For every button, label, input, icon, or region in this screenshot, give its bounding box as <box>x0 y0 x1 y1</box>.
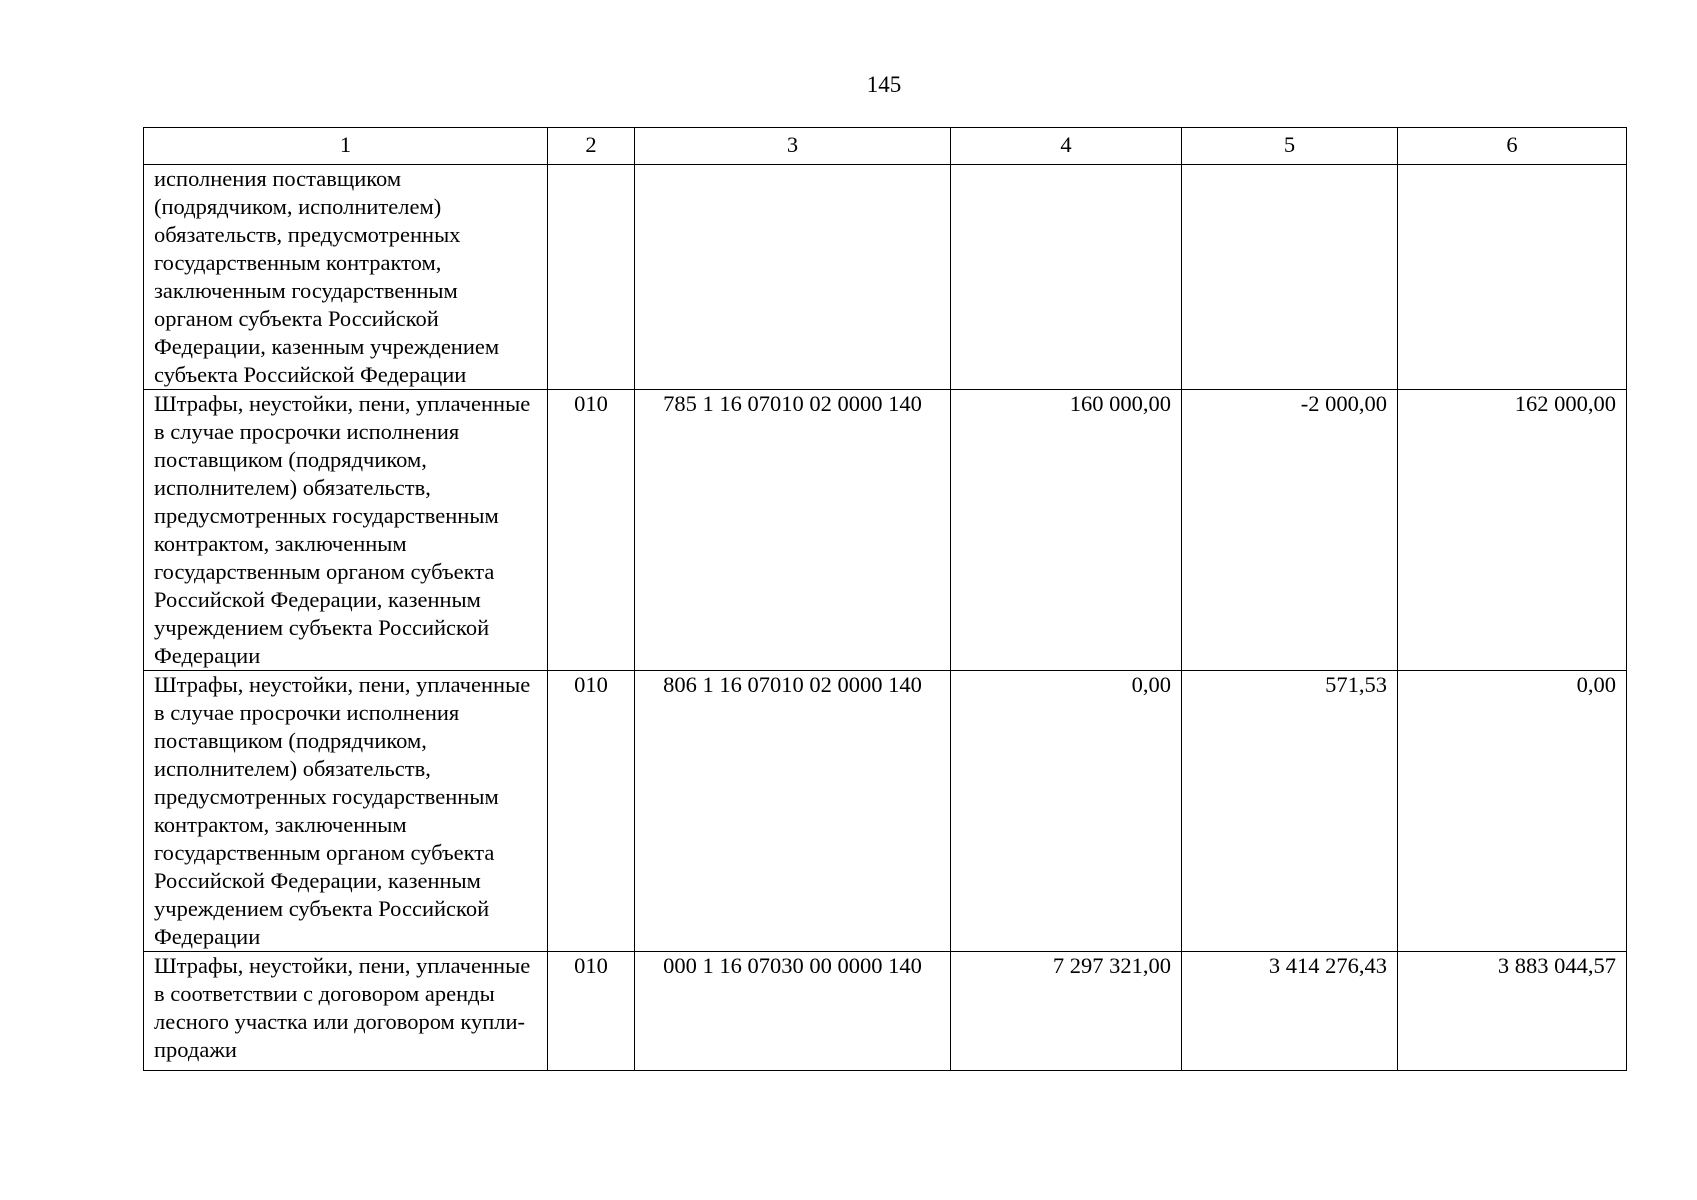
table-row <box>144 165 1627 390</box>
row-budget-code: 785 1 16 07010 02 0000 140 <box>635 390 951 671</box>
column-header-1: 1 <box>144 128 548 165</box>
row-approved <box>951 165 1182 390</box>
row-budget-code <box>635 165 951 390</box>
row-unexecuted <box>1398 165 1627 390</box>
column-header-5: 5 <box>1182 128 1398 165</box>
row-executed: -2 000,00 <box>1182 390 1398 671</box>
row-approved: 160 000,00 <box>951 390 1182 671</box>
row-description: Штрафы, неустойки, пени, уплаченные в случае просрочки исполнения поставщиком (подрядчиком, исполнителем) обязательств, предусмотренных государственным контрактом, заключенным государственным органом субъекта Российской Федерации, казенным учреждением субъекта Российской Федерации <box>144 671 548 952</box>
row-line-code: 010 <box>548 390 635 671</box>
column-header-2: 2 <box>548 128 635 165</box>
table-header <box>144 128 1627 165</box>
row-executed: 3 414 276,43 <box>1182 952 1398 1071</box>
table-row <box>144 952 1627 1071</box>
report-table <box>143 127 1627 1071</box>
row-unexecuted: 0,00 <box>1398 671 1627 952</box>
table-body <box>144 165 1627 1071</box>
row-budget-code: 806 1 16 07010 02 0000 140 <box>635 671 951 952</box>
row-line-code: 010 <box>548 671 635 952</box>
row-executed <box>1182 165 1398 390</box>
column-header-4: 4 <box>951 128 1182 165</box>
row-description: Штрафы, неустойки, пени, уплаченные в случае просрочки исполнения поставщиком (подрядчиком, исполнителем) обязательств, предусмотренных государственным контрактом, заключенным государственным органом субъекта Российской Федерации, казенным учреждением субъекта Российской Федерации <box>144 390 548 671</box>
column-header-3: 3 <box>635 128 951 165</box>
row-budget-code: 000 1 16 07030 00 0000 140 <box>635 952 951 1071</box>
row-unexecuted: 3 883 044,57 <box>1398 952 1627 1071</box>
row-line-code <box>548 165 635 390</box>
row-unexecuted: 162 000,00 <box>1398 390 1627 671</box>
page-number: 145 <box>866 72 902 97</box>
header-row <box>144 128 1627 165</box>
row-approved: 0,00 <box>951 671 1182 952</box>
row-approved: 7 297 321,00 <box>951 952 1182 1071</box>
row-description: исполнения поставщиком (подрядчиком, исполнителем) обязательств, предусмотренных государственным контрактом, заключенным государственным органом субъекта Российской Федерации, казенным учреждением субъекта Российской Федерации <box>144 165 548 390</box>
table-row <box>144 390 1627 671</box>
row-description: Штрафы, неустойки, пени, уплаченные в соответствии с договором аренды лесного участка или договором купли-продажи <box>144 952 548 1071</box>
row-line-code: 010 <box>548 952 635 1071</box>
column-header-6: 6 <box>1398 128 1627 165</box>
row-executed: 571,53 <box>1182 671 1398 952</box>
table-row <box>144 671 1627 952</box>
